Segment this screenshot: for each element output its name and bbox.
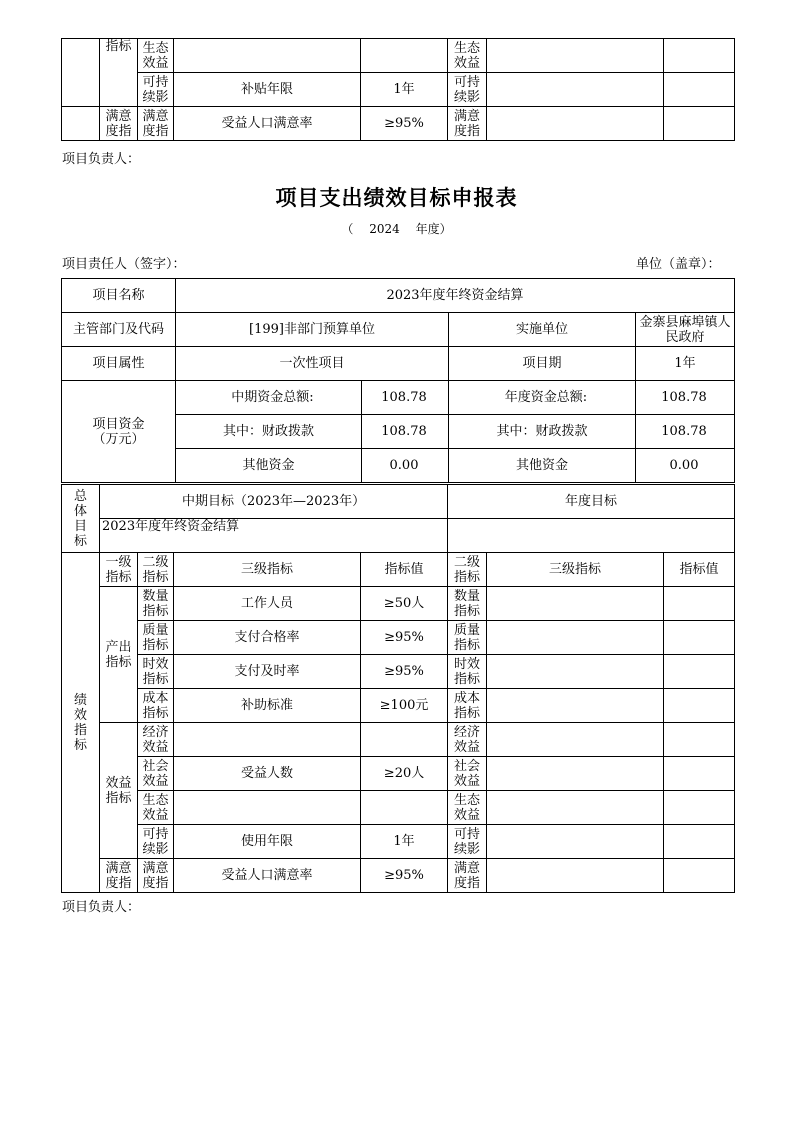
output-indicator-label: 产出 指标 (100, 587, 138, 723)
row-value: ≥95% (361, 655, 448, 689)
fragment-sustain-label: 可持 续影 (138, 73, 174, 107)
fragment-sustain-indicator: 补贴年限 (174, 73, 361, 107)
signer-label: 项目责任人（签字）： (62, 257, 186, 272)
mid-goal-header: 中期目标（2023年—2023年） (100, 485, 448, 519)
fragment-eco-value-right (664, 39, 735, 73)
period-value: 1年 (636, 347, 735, 381)
row-level2-right: 成本 指标 (448, 689, 487, 723)
responsible-person-top: 项目负责人： (62, 152, 141, 167)
row-level2: 质量 指标 (138, 621, 174, 655)
row-level2: 可持 续影 (138, 825, 174, 859)
row-value-right (664, 621, 735, 655)
row-level2-right: 数量 指标 (448, 587, 487, 621)
row-level3-right (487, 655, 664, 689)
fragment-eco-label: 生态 效益 (138, 39, 174, 73)
previous-table-fragment (61, 38, 735, 141)
mid-finance-label: 其中：财政拨款 (176, 415, 362, 449)
fragment-satisfaction-indicator: 受益人口满意率 (174, 107, 361, 141)
row-level2-right: 可持 续影 (448, 825, 487, 859)
period-label: 项目期 (449, 347, 636, 381)
page-title: 项目支出绩效目标申报表 (275, 186, 518, 210)
row-level3-right (487, 621, 664, 655)
row-value: ≥95% (361, 859, 448, 893)
satisfaction-indicator-label: 满意 度指 (100, 859, 138, 893)
fragment-indicator-label: 指标 (100, 39, 138, 107)
row-value-right (664, 689, 735, 723)
fragment-satisfaction-value-right (664, 107, 735, 141)
fragment-eco-label-right: 生态 效益 (448, 39, 487, 73)
row-level3 (174, 723, 361, 757)
performance-indicator-label: 绩 效 指 标 (62, 553, 100, 893)
project-name-value: 2023年度年终资金结算 (176, 279, 735, 313)
row-level2: 社会 效益 (138, 757, 174, 791)
row-level2: 经济 效益 (138, 723, 174, 757)
fragment-sustain-indicator-right (487, 73, 664, 107)
row-level3: 受益人口满意率 (174, 859, 361, 893)
row-level3: 工作人员 (174, 587, 361, 621)
year-goal-content (448, 519, 735, 553)
header-value-right: 指标值 (664, 553, 735, 587)
row-value: ≥100元 (361, 689, 448, 723)
row-level3-right (487, 825, 664, 859)
row-level3 (174, 791, 361, 825)
row-level2: 时效 指标 (138, 655, 174, 689)
row-value (361, 791, 448, 825)
other-fund-label: 其他资金 (176, 449, 362, 483)
other-fund-mid-value: 0.00 (362, 449, 449, 483)
fragment-sustain-value: 1年 (361, 73, 448, 107)
row-value-right (664, 791, 735, 825)
mid-finance-value: 108.78 (362, 415, 449, 449)
mid-total-value: 108.78 (362, 381, 449, 415)
row-value-right (664, 825, 735, 859)
row-level3: 受益人数 (174, 757, 361, 791)
dept-value: [199]非部门预算单位 (176, 313, 449, 347)
row-level3-right (487, 689, 664, 723)
row-level3: 使用年限 (174, 825, 361, 859)
row-level3: 支付及时率 (174, 655, 361, 689)
fragment-sustain-value-right (664, 73, 735, 107)
project-info-table (61, 278, 735, 483)
row-level2-right: 质量 指标 (448, 621, 487, 655)
row-level2-right: 社会 效益 (448, 757, 487, 791)
row-level3-right (487, 859, 664, 893)
row-value: 1年 (361, 825, 448, 859)
row-level2-right: 生态 效益 (448, 791, 487, 825)
year-goal-header: 年度目标 (448, 485, 735, 519)
row-level2: 成本 指标 (138, 689, 174, 723)
attr-value: 一次性项目 (176, 347, 449, 381)
header-level2: 二级 指标 (138, 553, 174, 587)
benefit-indicator-label: 效益 指标 (100, 723, 138, 859)
row-level3: 支付合格率 (174, 621, 361, 655)
row-level3: 补助标准 (174, 689, 361, 723)
row-level3-right (487, 791, 664, 825)
mid-total-label: 中期资金总额: (176, 381, 362, 415)
year-finance-value: 108.78 (636, 415, 735, 449)
header-level3: 三级指标 (174, 553, 361, 587)
fund-label: 项目资金 （万元） (62, 381, 176, 483)
fragment-satisfaction-label-right: 满意 度指 (448, 107, 487, 141)
fragment-sustain-label-right: 可持 续影 (448, 73, 487, 107)
fragment-left-col (62, 107, 100, 141)
fragment-satisfaction-label: 满意 度指 (100, 107, 138, 141)
row-level2: 数量 指标 (138, 587, 174, 621)
row-level3-right (487, 757, 664, 791)
row-value-right (664, 757, 735, 791)
fragment-eco-indicator (174, 39, 361, 73)
row-value-right (664, 859, 735, 893)
year-line: （ 2024 年度） (341, 222, 452, 236)
overall-goal-label: 总 体 目 标 (62, 485, 100, 553)
year-finance-label: 其中：财政拨款 (449, 415, 636, 449)
row-value (361, 723, 448, 757)
mid-goal-content: 2023年度年终资金结算 (100, 519, 448, 553)
fragment-satisfaction-indicator-right (487, 107, 664, 141)
header-level1: 一级 指标 (100, 553, 138, 587)
row-level3-right (487, 587, 664, 621)
unit-seal-label: 单位（盖章）： (636, 257, 721, 272)
project-name-label: 项目名称 (62, 279, 176, 313)
other-fund-year-label: 其他资金 (449, 449, 636, 483)
row-level2-right: 时效 指标 (448, 655, 487, 689)
responsible-person-bottom: 项目负责人： (62, 900, 141, 915)
row-value-right (664, 723, 735, 757)
fragment-satisfaction-sub: 满意 度指 (138, 107, 174, 141)
dept-label: 主管部门及代码 (62, 313, 176, 347)
row-value-right (664, 587, 735, 621)
header-level3-right: 三级指标 (487, 553, 664, 587)
performance-table (61, 484, 735, 893)
attr-label: 项目属性 (62, 347, 176, 381)
row-level2-right: 满意 度指 (448, 859, 487, 893)
row-value: ≥95% (361, 621, 448, 655)
impl-unit-value: 金寨县麻埠镇人 民政府 (636, 313, 735, 347)
header-level2-right: 二级 指标 (448, 553, 487, 587)
fragment-eco-value (361, 39, 448, 73)
row-level2: 满意 度指 (138, 859, 174, 893)
row-value: ≥20人 (361, 757, 448, 791)
year-total-value: 108.78 (636, 381, 735, 415)
header-value: 指标值 (361, 553, 448, 587)
impl-unit-label: 实施单位 (449, 313, 636, 347)
fragment-eco-indicator-right (487, 39, 664, 73)
row-level2: 生态 效益 (138, 791, 174, 825)
row-level2-right: 经济 效益 (448, 723, 487, 757)
row-level3-right (487, 723, 664, 757)
fragment-level1-cell (62, 39, 100, 107)
row-value: ≥50人 (361, 587, 448, 621)
other-fund-year-value: 0.00 (636, 449, 735, 483)
fragment-satisfaction-value: ≥95% (361, 107, 448, 141)
year-total-label: 年度资金总额: (449, 381, 636, 415)
row-value-right (664, 655, 735, 689)
